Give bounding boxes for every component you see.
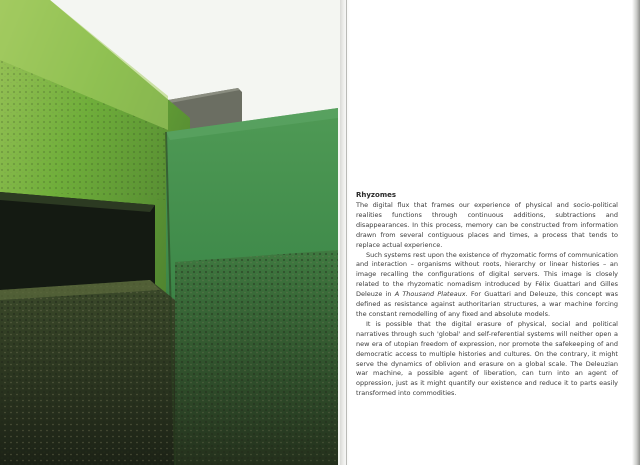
paragraph-3: It is possible that the digital erasure of physical, social and political narratives through such 'global' and self-referential systems will neither open a new era of utopian freedom of expression, nor promote the safekeeping of and democratic access to multiple histories and cultures. On the contrary, it might serve the dynamics of oblivion and erasure on a global scale. The Deleuzian war machine, a possible agent of liberation, can turn into an agent of oppression, just as it might quantify our existence and reduce it to parts easily transformed into commodities. (356, 319, 618, 398)
paragraph-2-text-b: . For Guattari and Deleuze, this concept was defined as resistance against authoritarian structures, a war machine forcing the constant remodelling of any fixed and absolute models. (356, 290, 619, 318)
section-heading: Rhyzomes (356, 191, 397, 199)
text-page (350, 0, 640, 465)
page-edge-shadow (632, 0, 640, 465)
article-body (356, 190, 618, 399)
paragraph-2-text-a: Such systems rest upon the existence of rhyzomatic forms of communication and interaction – organisms without roots, hierarchy or linear histories – an image recalling the configurations of digital servers. This image is closely related to the rhyzomatic nomadism introduced by Félix Guattari and Gilles Deleuze in (356, 250, 618, 299)
paragraph-1: The digital flux that frames our experience of physical and socio-political realities functions through continuous additions, subtractions and disappearances. In this process, memory can be constructed from information drawn from several contiguous places and times, a process that tends to replace actual experience. (356, 201, 618, 249)
paragraph-2 (356, 251, 618, 320)
book-gutter (340, 0, 350, 465)
book-title: A Thousand Plateaux (394, 290, 466, 299)
gutter-fold-line (346, 0, 347, 465)
